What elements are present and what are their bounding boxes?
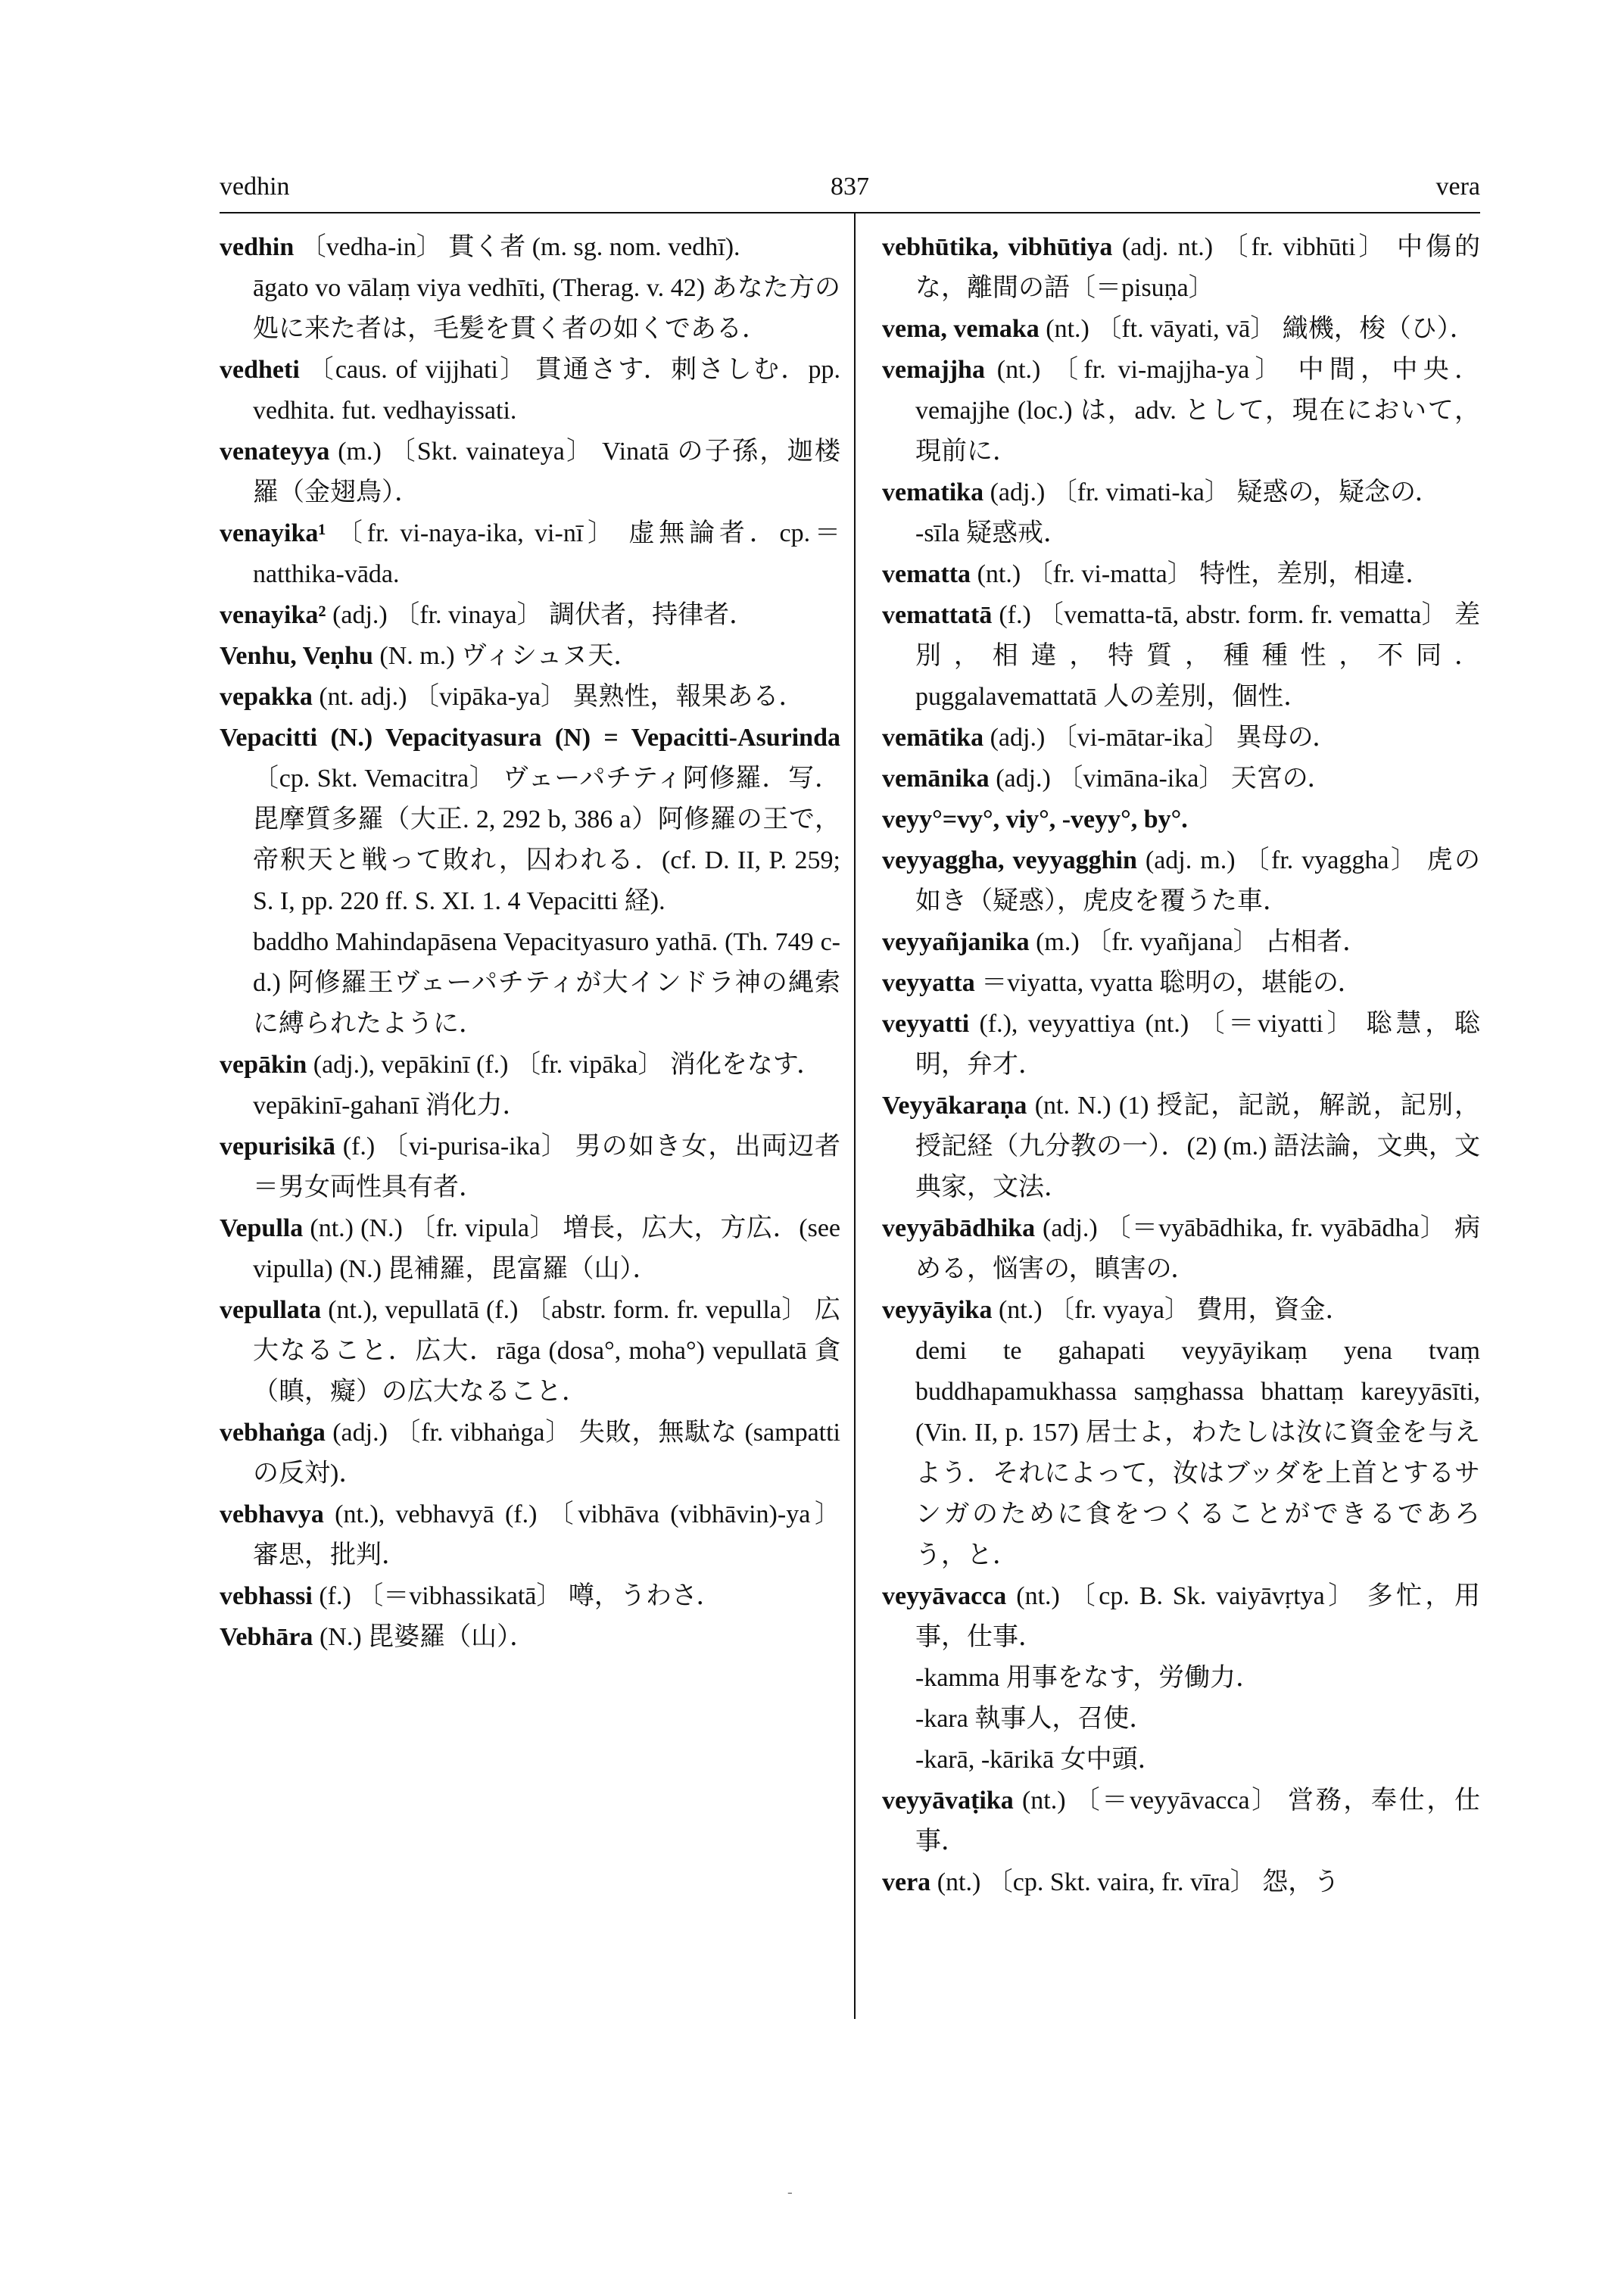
entry-headword: Vebhāra: [220, 1623, 313, 1651]
dictionary-entry: [882, 595, 1480, 718]
entry-headword: Veyyākaraṇa: [882, 1092, 1027, 1120]
entry-headword: vepākin: [220, 1051, 307, 1079]
entry-headword: veyyābādhika: [882, 1214, 1036, 1242]
entry-definition: (N.) 毘婆羅（山）．: [319, 1623, 536, 1651]
entry-definition: (nt.) 〔fr. vi-matta〕 特性，差別，相違．: [977, 560, 1432, 588]
dictionary-entry: [220, 350, 840, 431]
page-number: 837: [831, 173, 869, 201]
dictionary-entry: [882, 350, 1480, 472]
entry-example: āgato vo vālaṃ viya vedhīti, (Therag. v. 42) あなた方の処に来た者は，毛髪を貫く者の如くである．: [253, 274, 840, 343]
entry-definition: ＝viyatta, vyatta 聡明の，堪能の．: [981, 969, 1364, 997]
header-rule: [220, 212, 1480, 213]
entry-example: demi te gahapati veyyāyikaṃ yena tvaṃ buddhapamukhassa saṃghassa bhattaṃ kareyyāsīti, (Vin. II, p. 157) 居士よ，わたしは汝に資金を与えよう．それによって，汝はブッダを上首とするサンガのために食をつくることができるであろう，と．: [915, 1337, 1480, 1569]
dictionary-entry: [220, 431, 840, 513]
dictionary-entry: [882, 759, 1480, 799]
entry-definition: 〔caus. of vijjhati〕 貫通さす．刺さしむ．pp. vedhita. fut. vedhayissati.: [253, 356, 841, 425]
entry-headword: Vepacitti (N.) Vepacityasura (N) = Vepacitti-Asurinda: [220, 724, 840, 752]
entry-headword: veyyāvaṭika: [882, 1787, 1014, 1815]
dictionary-entry: [882, 963, 1480, 1004]
entry-definition: (f.), veyyattiya (nt.) 〔＝viyatti〕 聡慧，聡明，弁才．: [915, 1010, 1481, 1079]
running-header: [220, 173, 1480, 210]
entry-headword: vebhūtika, vibhūtiya: [882, 233, 1113, 261]
dictionary-entry: [220, 1208, 840, 1290]
dictionary-entry: [882, 922, 1480, 963]
dictionary-entry: [220, 677, 840, 718]
entry-definition: 〔vedha-in〕 貫く者 (m. sg. nom. vedhī).: [300, 233, 740, 261]
dictionary-entry: [882, 472, 1480, 513]
entry-headword: vematta: [882, 560, 971, 588]
entry-example: -sīla 疑惑戒．: [915, 519, 1070, 547]
dictionary-entry: [220, 227, 840, 268]
entry-definition: (m.) 〔Skt. vainateya〕 Vinatā の子孫，迦楼羅（金翅鳥）．: [253, 438, 840, 506]
dictionary-entry: [220, 1494, 840, 1576]
entry-definition: (adj. m.) 〔fr. vyaggha〕 虎の如き（疑惑），虎皮を覆うた車．: [915, 846, 1481, 915]
dictionary-entry: [220, 636, 840, 677]
entry-example: vepākinī-gahanī 消化力．: [253, 1092, 528, 1120]
column-divider: [854, 213, 856, 2019]
entry-headword: veyyāvacca: [882, 1582, 1007, 1610]
entry-definition: (nt.) 〔ft. vāyati, vā〕 織機，梭（ひ）．: [1046, 315, 1476, 343]
dictionary-entry: [882, 1576, 1480, 1658]
dictionary-entry: [882, 227, 1480, 309]
entry-definition: (nt.) 〔fr. vi-majjha-ya〕 中間，中央．vemajjhe (loc.) は，adv. として，現在において，現前に．: [915, 356, 1481, 466]
dictionary-entry: [220, 513, 840, 595]
entry-definition: (nt.), vebhavyā (f.) 〔vibhāva (vibhāvin)-ya〕 審思，批判．: [253, 1500, 841, 1569]
entry-headword: venayika²: [220, 601, 326, 629]
entry-definition: (nt.) 〔fr. vyaya〕 費用，資金．: [998, 1296, 1351, 1324]
entry-definition: (adj.) 〔＝vyābādhika, fr. vyābādha〕 病める，悩害の，瞋害の．: [915, 1214, 1480, 1283]
entry-definition: (nt.), vepullatā (f.) 〔abstr. form. fr. vepulla〕 広大なること．広大．rāga (dosa°, moha°) vepullatā 貪（瞋，癡）の広大なること．: [253, 1296, 841, 1406]
entry-headword: vemānika: [882, 765, 990, 793]
entry-headword: vebhavya: [220, 1500, 324, 1528]
footer-mark: -: [787, 2184, 793, 2201]
entry-example: -karā, -kārikā 女中頭．: [915, 1746, 1164, 1774]
dictionary-entry: [882, 1290, 1480, 1331]
entry-headword: vepullata: [220, 1296, 322, 1324]
entry-definition: 〔fr. vi-naya-ika, vi-nī〕 虚無論者．cp.＝natthika-vāda.: [253, 519, 841, 588]
entry-headword: vemattatā: [882, 601, 993, 629]
dictionary-entry: [220, 1290, 840, 1413]
dictionary-entry: [882, 1781, 1480, 1862]
dictionary-entry: [220, 595, 840, 636]
dictionary-entry: [220, 1126, 840, 1208]
entry-definition: (adj.), vepākinī (f.) 〔fr. vipāka〕 消化をなす．: [313, 1051, 823, 1079]
entry-headword: vedheti: [220, 356, 300, 384]
entry-definition: (adj.) 〔vi-mātar-ika〕 異母の．: [990, 724, 1339, 752]
entry-headword: vebhaṅga: [220, 1419, 326, 1447]
entry-example: -kara 執事人，召使．: [915, 1705, 1155, 1733]
entry-definition: (f.) 〔vematta-tā, abstr. form. fr. vematta〕 差別，相違，特質，種種性，不同．puggalavemattatā 人の差別，個性．: [915, 601, 1481, 711]
entry-headword: vedhin: [220, 233, 295, 261]
dictionary-entry: [882, 799, 1480, 840]
header-last-word: vera: [1435, 173, 1480, 201]
entry-headword: vematika: [882, 478, 984, 506]
entry-definition: (m.) 〔fr. vyañjana〕 占相者．: [1036, 928, 1369, 956]
entry-headword: vema, vemaka: [882, 315, 1040, 343]
entry-example: -kamma 用事をなす，労働力．: [915, 1664, 1262, 1692]
entry-definition: (adj.) 〔vimāna-ika〕 天宮の．: [996, 765, 1333, 793]
left-column: [220, 227, 840, 1658]
right-column: [882, 227, 1480, 1903]
dictionary-entry: [220, 1617, 840, 1658]
entry-headword: vemajjha: [882, 356, 985, 384]
entry-headword: venayika¹: [220, 519, 326, 547]
entry-definition: (adj.) 〔fr. vimati-ka〕 疑惑の，疑念の．: [990, 478, 1441, 506]
entry-definition: (N. m.) ヴィシュヌ天．: [379, 642, 640, 670]
entry-headword: vepurisikā: [220, 1132, 336, 1161]
entry-definition: (nt. adj.) 〔vipāka-ya〕 異熟性，報果ある．: [319, 683, 805, 711]
entry-definition: (nt.) 〔cp. B. Sk. vaiyāvṛtya〕 多忙，用事，仕事．: [915, 1582, 1481, 1651]
entry-headword: Vepulla: [220, 1214, 304, 1242]
entry-definition: (f.) 〔vi-purisa-ika〕 男の如き女，出両辺者＝男女両性具有者．: [253, 1132, 841, 1201]
dictionary-entry: [220, 718, 840, 922]
entry-definition: (nt. N.) (1) 授記，記説，解説，記別，授記経（九分教の一）．(2) (m.) 語法論，文典，文典家，文法．: [915, 1092, 1481, 1201]
entry-definition: 〔cp. Skt. Vemacitra〕 ヴェーパチティ阿修羅．写．毘摩質多羅（大正. 2, 292 b, 386 a）阿修羅の王で，帝釈天と戦って敗れ，囚われる．(cf. D. II, P. 259; S. I, pp. 220 ff. S. XI. 1. 4 Vepacitti 経).: [253, 765, 840, 915]
entry-headword: veyyatta: [882, 969, 975, 997]
entry-definition: (f.) 〔＝vibhassikatā〕 噂，うわさ．: [319, 1582, 722, 1610]
entry-headword: vebhassi: [220, 1582, 313, 1610]
entry-headword: veyyaggha, veyyagghin: [882, 846, 1137, 874]
dictionary-entry: [882, 718, 1480, 759]
dictionary-entry: [882, 309, 1480, 350]
entry-headword: Venhu, Veṇhu: [220, 642, 373, 670]
dictionary-entry: [882, 554, 1480, 595]
entry-headword: veyy°=vy°, viy°, -veyy°, by°.: [882, 805, 1188, 833]
dictionary-entry: [882, 1086, 1480, 1208]
entry-headword: vemātika: [882, 724, 984, 752]
entry-definition: (nt.) 〔＝veyyāvacca〕 営務，奉仕，仕事．: [915, 1787, 1481, 1855]
entry-definition: (adj.) 〔fr. vinaya〕 調伏者，持律者．: [332, 601, 756, 629]
entry-example: baddho Mahindapāsena Vepacityasuro yathā. (Th. 749 c-d.) 阿修羅王ヴェーパチティが大インドラ神の縄索に縛られたように．: [253, 928, 840, 1038]
entry-definition: (adj.) 〔fr. vibhaṅga〕 失敗，無駄な (sampatti の反対)．: [253, 1419, 840, 1488]
entry-definition: (nt.) 〔cp. Skt. vaira, fr. vīra〕 怨，う: [937, 1868, 1340, 1896]
entry-headword: veyyāyika: [882, 1296, 993, 1324]
dictionary-entry: [882, 1004, 1480, 1086]
dictionary-entry: [882, 1862, 1480, 1903]
header-first-word: vedhin: [220, 173, 290, 201]
entry-definition: (adj. nt.) 〔fr. vibhūti〕 中傷的な，離間の語〔＝pisuṇa〕: [915, 233, 1480, 302]
entry-headword: vera: [882, 1868, 931, 1896]
entry-headword: venateyya: [220, 438, 330, 466]
entry-headword: veyyatti: [882, 1010, 970, 1038]
entry-headword: vepakka: [220, 683, 313, 711]
dictionary-entry: [882, 840, 1480, 922]
dictionary-entry: [220, 1576, 840, 1617]
dictionary-entry: [220, 1045, 840, 1086]
dictionary-entry: [220, 1413, 840, 1494]
entry-headword: veyyañjanika: [882, 928, 1030, 956]
dictionary-entry: [882, 1208, 1480, 1290]
entry-definition: (nt.) (N.) 〔fr. vipula〕 増長，広大，方広．(see vipulla) (N.) 毘補羅，毘富羅（山）．: [253, 1214, 841, 1283]
